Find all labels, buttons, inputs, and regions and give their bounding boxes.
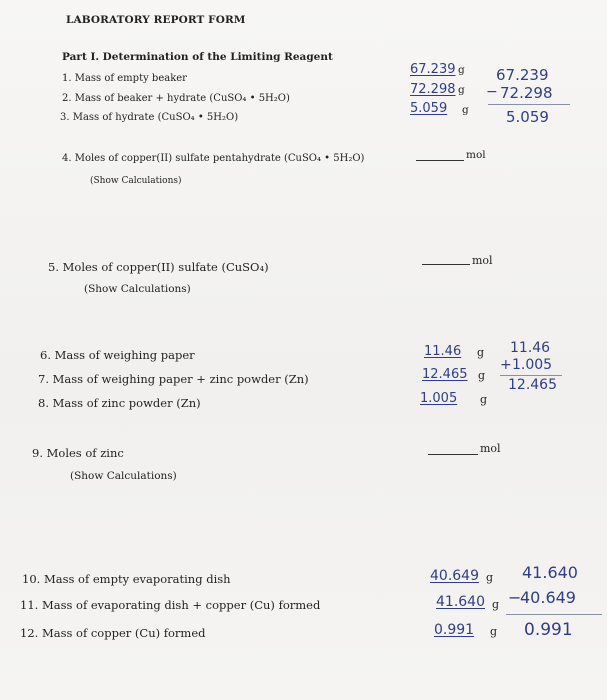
q12-label: 12. Mass of copper (Cu) formed [20, 626, 206, 640]
q2-label: 2. Mass of beaker + hydrate (CuSO₄ • 5H₂O) [62, 93, 290, 104]
side-calc3-rule [506, 614, 602, 615]
side-calc3-result: 0.991 [524, 620, 573, 640]
side-calc1-top: 67.239 [496, 66, 549, 84]
q4-label: 4. Moles of copper(II) sulfate pentahydrate (CuSO₄ • 5H₂O) [62, 153, 365, 164]
q9-show-calc: (Show Calculations) [70, 470, 177, 482]
side-calc2-rule [500, 375, 562, 376]
q5-label: 5. Moles of copper(II) sulfate (CuSO₄) [48, 260, 269, 274]
q10-answer: 40.649 [430, 568, 479, 584]
q6-unit: g [477, 346, 485, 359]
q10-unit: g [486, 571, 494, 584]
side-calc3-bottom: 40.649 [520, 588, 576, 607]
q2-unit: g [458, 84, 465, 96]
q9-unit: mol [480, 442, 501, 455]
form-title: LABORATORY REPORT FORM [66, 14, 246, 26]
side-calc2-result: 12.465 [508, 377, 557, 393]
q4-blank [416, 160, 464, 161]
side-calc1-operator: − [486, 84, 498, 100]
q3-answer: 5.059 [410, 101, 448, 116]
side-calc3-top: 41.640 [522, 563, 578, 582]
q2-answer: 72.298 [410, 82, 456, 97]
q4-show-calc: (Show Calculations) [90, 176, 182, 186]
q6-label: 6. Mass of weighing paper [40, 348, 195, 362]
side-calc2-top: 11.46 [510, 340, 551, 356]
q5-show-calc: (Show Calculations) [84, 283, 191, 295]
q12-answer: 0.991 [434, 622, 475, 638]
q12-unit: g [490, 625, 498, 638]
q4-unit: mol [466, 149, 486, 161]
side-calc3-operator: − [508, 588, 522, 607]
q3-unit: g [462, 104, 469, 116]
q10-label: 10. Mass of empty evaporating dish [22, 572, 231, 586]
q8-answer: 1.005 [420, 391, 458, 406]
side-calc1-result: 5.059 [506, 108, 549, 126]
q5-blank [422, 264, 470, 265]
side-calc2-bottom: 1.005 [512, 357, 553, 373]
q9-blank [428, 454, 478, 455]
q8-unit: g [480, 393, 488, 406]
q7-answer: 12.465 [422, 367, 468, 382]
q7-unit: g [478, 369, 486, 382]
q6-answer: 11.46 [424, 344, 462, 359]
side-calc1-bottom: 72.298 [500, 84, 553, 102]
q5-unit: mol [472, 254, 493, 267]
side-calc2-operator: + [500, 357, 512, 373]
part-title: Part I. Determination of the Limiting Reagent [62, 51, 333, 63]
q9-label: 9. Moles of zinc [32, 446, 124, 460]
side-calc1-rule [488, 104, 570, 105]
q11-label: 11. Mass of evaporating dish + copper (Cu) formed [20, 598, 321, 612]
q11-unit: g [492, 598, 500, 611]
q1-label: 1. Mass of empty beaker [62, 73, 187, 84]
q1-unit: g [458, 64, 465, 76]
q7-label: 7. Mass of weighing paper + zinc powder (Zn) [38, 372, 309, 386]
q8-label: 8. Mass of zinc powder (Zn) [38, 396, 201, 410]
q3-label: 3. Mass of hydrate (CuSO₄ • 5H₂O) [60, 112, 239, 123]
q11-answer: 41.640 [436, 594, 485, 610]
q1-answer: 67.239 [410, 62, 456, 77]
